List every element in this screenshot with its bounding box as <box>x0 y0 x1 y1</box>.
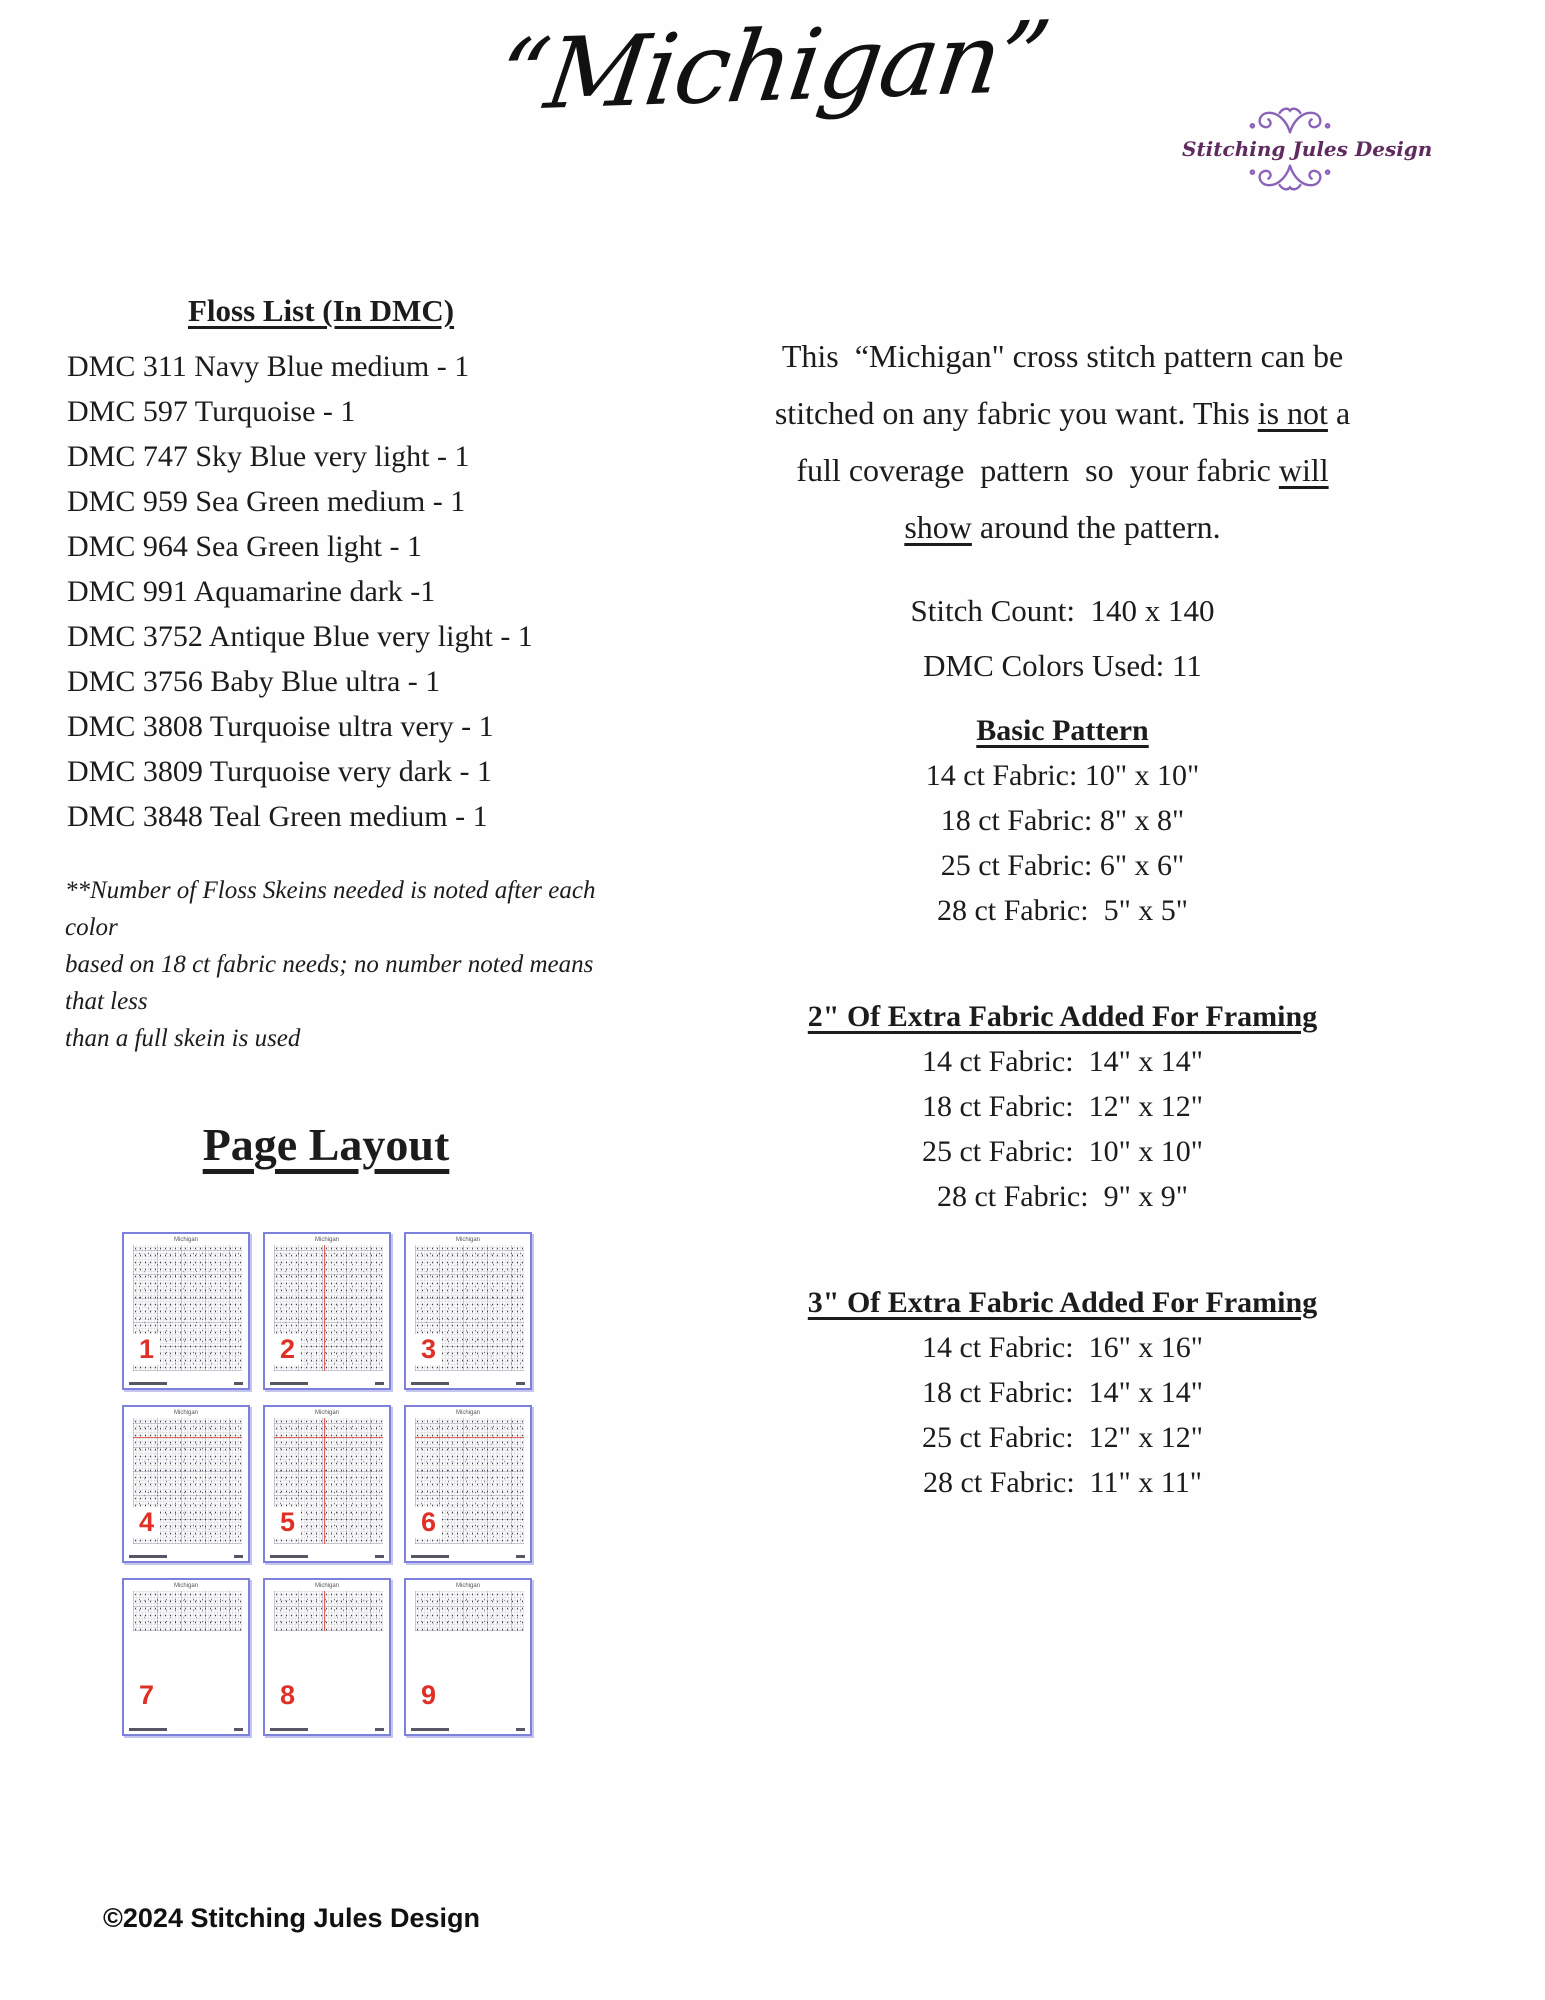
thumbnail-footer-right <box>375 1382 384 1385</box>
fabric-size-row: 28 ct Fabric: 5" x 5" <box>936 894 1189 927</box>
thumbnail-title: Michigan <box>314 1410 339 1416</box>
thumbnail-footer-right <box>375 1555 384 1558</box>
thumbnail-footer <box>270 1728 384 1731</box>
page-thumbnail <box>404 1232 532 1390</box>
thumbnail-title: Michigan <box>455 1583 480 1589</box>
page-thumbnail <box>263 1578 391 1736</box>
floss-note-line: **Number of Floss Skeins needed is noted after each color <box>65 877 602 941</box>
chart-center-vline <box>324 1245 325 1371</box>
thumbnail-chart <box>133 1591 242 1631</box>
thumbnail-page-number: 1 <box>133 1334 160 1365</box>
thumbnail-page-number: 5 <box>274 1507 301 1538</box>
thumbnail-footer-left <box>129 1555 167 1558</box>
chart-center-vline <box>324 1591 325 1631</box>
thumbnail-title: Michigan <box>173 1237 198 1243</box>
thumbnail-footer-left <box>129 1382 167 1385</box>
fabric-size-row: 28 ct Fabric: 9" x 9" <box>936 1180 1189 1213</box>
page-thumbnail <box>122 1232 250 1390</box>
fabric-size-section <box>655 709 1470 933</box>
thumbnail-title: Michigan <box>314 1583 339 1589</box>
fabric-size-row: 14 ct Fabric: 16" x 16" <box>921 1331 1204 1364</box>
thumbnail-footer-right <box>375 1728 384 1731</box>
floss-item: DMC 3808 Turquoise ultra very - 1 <box>67 710 494 743</box>
page-thumbnail <box>263 1405 391 1563</box>
floss-list-heading: Floss List (In DMC) <box>187 293 455 328</box>
thumbnail-footer-right <box>516 1555 525 1558</box>
floss-item: DMC 3809 Turquoise very dark - 1 <box>67 755 492 788</box>
thumbnail-page-number: 6 <box>415 1507 442 1538</box>
thumbnail-footer-left <box>411 1382 449 1385</box>
fabric-size-section <box>655 1281 1470 1505</box>
floss-item: DMC 3848 Teal Green medium - 1 <box>67 800 488 833</box>
intro-line <box>655 442 1470 499</box>
page-thumbnail <box>263 1232 391 1390</box>
page-thumbnail <box>122 1405 250 1563</box>
page-thumbnail <box>122 1578 250 1736</box>
floss-note <box>65 872 605 1057</box>
chart-center-hline <box>133 1437 242 1438</box>
page-thumbnail <box>404 1578 532 1736</box>
section-heading: 3" Of Extra Fabric Added For Framing <box>807 1286 1318 1319</box>
thumbnail-footer-left <box>270 1728 308 1731</box>
thumbnail-footer <box>129 1728 243 1731</box>
thumbnail-footer <box>270 1555 384 1558</box>
intro-text: stitched on any fabric you want. This <box>774 395 1258 431</box>
thumbnail-chart <box>415 1591 524 1631</box>
thumbnail-footer-left <box>270 1555 308 1558</box>
thumbnail-page-number: 4 <box>133 1507 160 1538</box>
page-thumbnails-grid <box>122 1232 532 1736</box>
floss-list <box>67 344 627 839</box>
thumbnail-page-number: 7 <box>133 1680 160 1711</box>
thumbnail-footer-left <box>411 1555 449 1558</box>
thumbnail-footer-right <box>516 1382 525 1385</box>
floss-item: DMC 747 Sky Blue very light - 1 <box>67 440 470 473</box>
floss-item: DMC 597 Turquoise - 1 <box>67 395 356 428</box>
counts-block <box>655 583 1470 693</box>
thumbnail-title: Michigan <box>314 1237 339 1243</box>
fabric-size-row: 18 ct Fabric: 12" x 12" <box>921 1090 1204 1123</box>
flourish-bottom-icon <box>1230 160 1350 194</box>
thumbnail-footer <box>270 1382 384 1385</box>
intro-line <box>655 328 1470 385</box>
thumbnail-footer-left <box>270 1382 308 1385</box>
page-thumbnail <box>404 1405 532 1563</box>
floss-item: DMC 964 Sea Green light - 1 <box>67 530 422 563</box>
thumbnail-page-number: 3 <box>415 1334 442 1365</box>
floss-note-line: based on 18 ct fabric needs; no number noted means that less <box>65 951 600 1015</box>
section-heading: Basic Pattern <box>976 714 1149 747</box>
underlined-text: is not <box>1257 395 1328 431</box>
section-heading: 2" Of Extra Fabric Added For Framing <box>807 1000 1318 1033</box>
chart-center-hline <box>415 1437 524 1438</box>
floss-item: DMC 3756 Baby Blue ultra - 1 <box>67 665 441 698</box>
intro-paragraph <box>655 328 1470 556</box>
thumbnail-footer <box>411 1555 525 1558</box>
thumbnail-footer <box>129 1555 243 1558</box>
intro-text: This “Michigan" cross stitch pattern can be <box>781 338 1344 374</box>
intro-text: a <box>1327 395 1351 431</box>
fabric-size-row: 18 ct Fabric: 14" x 14" <box>921 1376 1204 1409</box>
floss-note-line: than a full skein is used <box>65 1025 301 1052</box>
copyright-text: ©2024 Stitching Jules Design <box>103 1903 481 1933</box>
intro-text: full coverage pattern so your fabric <box>796 452 1279 488</box>
flourish-top-icon <box>1230 104 1350 138</box>
brand-logo <box>1182 104 1433 194</box>
page-title-text: “Michigan” <box>490 0 1055 134</box>
thumbnail-page-number: 8 <box>274 1680 301 1711</box>
floss-item: DMC 3752 Antique Blue very light - 1 <box>67 620 533 653</box>
thumbnail-chart <box>274 1591 383 1631</box>
thumbnail-title: Michigan <box>173 1410 198 1416</box>
fabric-size-row: 25 ct Fabric: 12" x 12" <box>921 1421 1204 1454</box>
pattern-details-section <box>655 328 1470 1505</box>
brand-logo-text: Stitching Jules Design <box>1182 137 1433 161</box>
fabric-size-row: 14 ct Fabric: 10" x 10" <box>925 759 1200 792</box>
thumbnail-footer-right <box>234 1382 243 1385</box>
fabric-size-row: 18 ct Fabric: 8" x 8" <box>940 804 1185 837</box>
page-layout-heading: Page Layout <box>202 1119 450 1170</box>
fabric-size-row: 25 ct Fabric: 10" x 10" <box>921 1135 1204 1168</box>
fabric-size-section <box>655 995 1470 1219</box>
thumbnail-footer-right <box>234 1555 243 1558</box>
floss-item: DMC 959 Sea Green medium - 1 <box>67 485 466 518</box>
thumbnail-page-number: 2 <box>274 1334 301 1365</box>
fabric-size-row: 25 ct Fabric: 6" x 6" <box>940 849 1185 882</box>
intro-line <box>655 499 1470 556</box>
thumbnail-footer <box>411 1382 525 1385</box>
intro-line <box>655 385 1470 442</box>
underlined-text: will <box>1278 452 1329 488</box>
thumbnail-footer <box>411 1728 525 1731</box>
chart-center-hline <box>274 1437 383 1438</box>
floss-item: DMC 311 Navy Blue medium - 1 <box>67 350 470 383</box>
thumbnail-title: Michigan <box>455 1410 480 1416</box>
floss-item: DMC 991 Aquamarine dark -1 <box>67 575 436 608</box>
thumbnail-page-number: 9 <box>415 1680 442 1711</box>
fabric-size-row: 28 ct Fabric: 11" x 11" <box>923 1466 1202 1499</box>
thumbnail-footer-right <box>234 1728 243 1731</box>
stitch-count: Stitch Count: 140 x 140 <box>910 593 1215 628</box>
fabric-size-sections <box>655 709 1470 1505</box>
thumbnail-title: Michigan <box>455 1237 480 1243</box>
underlined-text: show <box>904 509 972 545</box>
thumbnail-title: Michigan <box>173 1583 198 1589</box>
intro-text: around the pattern. <box>971 509 1221 545</box>
fabric-size-row: 14 ct Fabric: 14" x 14" <box>921 1045 1204 1078</box>
thumbnail-footer-left <box>129 1728 167 1731</box>
thumbnail-footer-left <box>411 1728 449 1731</box>
colors-used: DMC Colors Used: 11 <box>923 648 1202 683</box>
thumbnail-footer-right <box>516 1728 525 1731</box>
thumbnail-footer <box>129 1382 243 1385</box>
